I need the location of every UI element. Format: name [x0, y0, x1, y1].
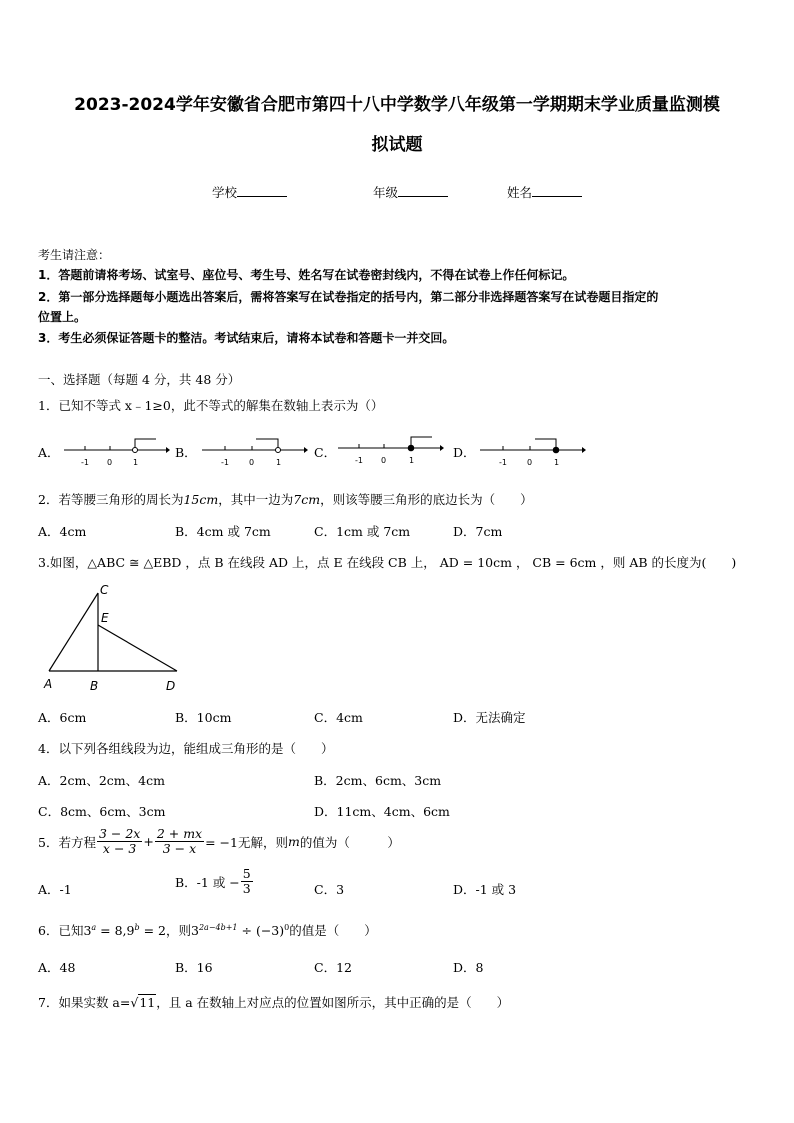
q7-radicand: 11: [139, 995, 156, 1010]
q5-b-frac-den: 3: [242, 881, 251, 896]
q5-frac1-den: x − 3: [102, 841, 137, 856]
q6-stem-e: 的值是（ ）: [289, 923, 377, 938]
q6-stem-d: ÷ (−3): [237, 923, 285, 938]
q5-option-d: D．-1 或 3: [453, 882, 517, 897]
q5-option-b: [175, 867, 254, 896]
q5-var-m: m: [287, 834, 300, 849]
q7-stem: [38, 993, 509, 1011]
q1-numberline-a: [62, 434, 170, 468]
q1-a-tick-m1: -1: [81, 458, 89, 467]
school-label: 学校: [212, 185, 238, 200]
q1-numberline-b: [200, 434, 308, 468]
q7-stem-b: ，且 a 在数轴上对应点的位置如图所示，其中正确的是（ ）: [156, 995, 510, 1010]
q3-stem: 3.如图，△ABC ≅ △EBD ，点 B 在线段 AD 上，点 E 在线段 CB 上， AD = 10cm ， CB = 6cm ，则 AB 的长度为( ): [38, 555, 737, 570]
page-title-line2: 拟试题: [371, 135, 423, 155]
q2-perimeter: 15cm: [183, 492, 219, 507]
q1-c-tick-0: 0: [381, 456, 387, 465]
q2-stem-b: ，其中一边为: [218, 492, 294, 507]
school-blank: [237, 184, 287, 197]
grade-label: 年级: [373, 185, 399, 200]
q6-option-c: C．12: [314, 960, 352, 975]
q2-option-a: A．4cm: [38, 524, 87, 539]
q1-option-d-label: D．: [453, 445, 476, 460]
q5-stem-c: 的值为（ ）: [299, 834, 400, 850]
q5-option-b-text: B．-1 或 −: [175, 874, 240, 890]
sqrt-symbol: √: [130, 995, 139, 1010]
notice-item-3: 3．考生必须保证答题卡的整洁。考试结束后，请将本试卷和答题卡一并交回。: [38, 331, 455, 345]
q4-option-c: C．8cm、6cm、3cm: [38, 804, 166, 819]
q1-b-tick-1: 1: [276, 458, 282, 467]
q2-side: 7cm: [293, 492, 321, 507]
q5-stem-a: 5．若方程: [38, 834, 96, 850]
q5-stem-b: = −1无解，则: [205, 834, 288, 850]
q2-option-d: D．7cm: [453, 524, 503, 539]
q2-stem-a: 2．若等腰三角形的周长为: [38, 492, 184, 507]
q3-option-b: B．10cm: [175, 710, 232, 725]
q5-frac2-num: 2 + mx: [156, 826, 203, 841]
school-field: [212, 183, 287, 201]
q5-option-a: A．-1: [38, 882, 72, 897]
notice-item-1: 1．答题前请将考场、试室号、座位号、考生号、姓名写在试卷密封线内，不得在试卷上作任何标记。: [38, 268, 575, 282]
section-heading: 一、选择题（每题 4 分，共 48 分）: [38, 372, 241, 387]
notice-item-2-line2: 位置上。: [38, 310, 87, 324]
q1-option-b-label: B．: [175, 445, 197, 460]
q5-option-b-fraction: [241, 867, 253, 896]
page-title: 2023-2024学年安徽省合肥市第四十八中学数学八年级第一学期期末学业质量监测模: [74, 95, 720, 115]
point-d: D: [166, 679, 176, 693]
point-a: A: [44, 677, 53, 691]
grade-field: [373, 183, 448, 201]
q1-c-tick-m1: -1: [355, 456, 363, 465]
grade-blank: [398, 184, 448, 197]
q1-a-tick-1: 1: [133, 458, 139, 467]
q1-d-tick-m1: -1: [499, 458, 507, 467]
point-e: E: [101, 611, 109, 625]
q1-option-c-label: C．: [314, 445, 337, 460]
q5-fraction-2: [155, 827, 204, 856]
q6-option-a: A．48: [38, 960, 76, 975]
q2-stem-c: ，则该等腰三角形的底边长为（ ）: [320, 492, 533, 507]
q6-option-b: B．16: [175, 960, 213, 975]
name-field: [507, 183, 582, 201]
q5-fraction-1: [97, 827, 142, 856]
q5-option-c: C．3: [314, 882, 345, 897]
notice-heading: 考生请注意：: [38, 248, 111, 262]
q1-numberline-d: [478, 434, 588, 468]
q5-b-frac-num: 5: [242, 866, 251, 881]
q6-sup-b: b: [134, 922, 140, 932]
q3-option-d: D．无法确定: [453, 710, 526, 725]
name-blank: [532, 184, 582, 197]
q6-stem-b: = 8,9: [96, 923, 135, 938]
q6-stem-a: 6．已知3: [38, 923, 92, 938]
notice-item-2-line1: 2．第一部分选择题每小题选出答案后，需将答案写在试卷指定的括号内，第二部分非选择题答案写在试卷题目指定的: [38, 290, 659, 304]
q1-option-a-label: A．: [38, 445, 60, 460]
q4-stem: 4．以下列各组线段为边，能组成三角形的是（ ）: [38, 741, 334, 756]
q6-option-d: D．8: [453, 960, 484, 975]
q1-d-tick-0: 0: [527, 458, 533, 467]
point-b: B: [90, 679, 99, 693]
q1-numberline-c: [336, 432, 444, 466]
point-c: C: [100, 583, 109, 597]
q1-b-tick-0: 0: [249, 458, 255, 467]
q7-stem-a: 7．如果实数 a=: [38, 995, 131, 1010]
q6-sup-d: 0: [284, 922, 290, 932]
q1-stem: 1．已知不等式 x﹣1≥0，此不等式的解集在数轴上表示为（）: [38, 398, 384, 413]
q2-option-b: B．4cm 或 7cm: [175, 524, 271, 539]
q4-option-b: B．2cm、6cm、3cm: [314, 773, 442, 788]
q5-plus: +: [143, 834, 154, 849]
q5-frac2-den: 3 − x: [162, 841, 197, 856]
q5-stem: [38, 827, 400, 856]
q3-option-c: C．4cm: [314, 710, 363, 725]
q1-c-tick-1: 1: [409, 456, 415, 465]
q6-stem: [38, 921, 377, 939]
q4-option-d: D．11cm、4cm、6cm: [314, 804, 450, 819]
q6-sup-a: a: [91, 922, 97, 932]
q1-a-tick-0: 0: [107, 458, 113, 467]
name-label: 姓名: [507, 185, 533, 200]
q2-option-c: C．1cm 或 7cm: [314, 524, 411, 539]
q4-option-a: A．2cm、2cm、4cm: [38, 773, 165, 788]
q6-stem-c: = 2，则3: [139, 923, 199, 938]
q5-frac1-num: 3 − 2x: [98, 826, 141, 841]
q3-option-a: A．6cm: [38, 710, 87, 725]
q2-stem: [38, 490, 533, 508]
q1-b-tick-m1: -1: [221, 458, 229, 467]
q6-sup-c: 2a−4b+1: [198, 922, 238, 932]
q1-d-tick-1: 1: [554, 458, 560, 467]
q3-triangle-figure: [40, 580, 190, 694]
